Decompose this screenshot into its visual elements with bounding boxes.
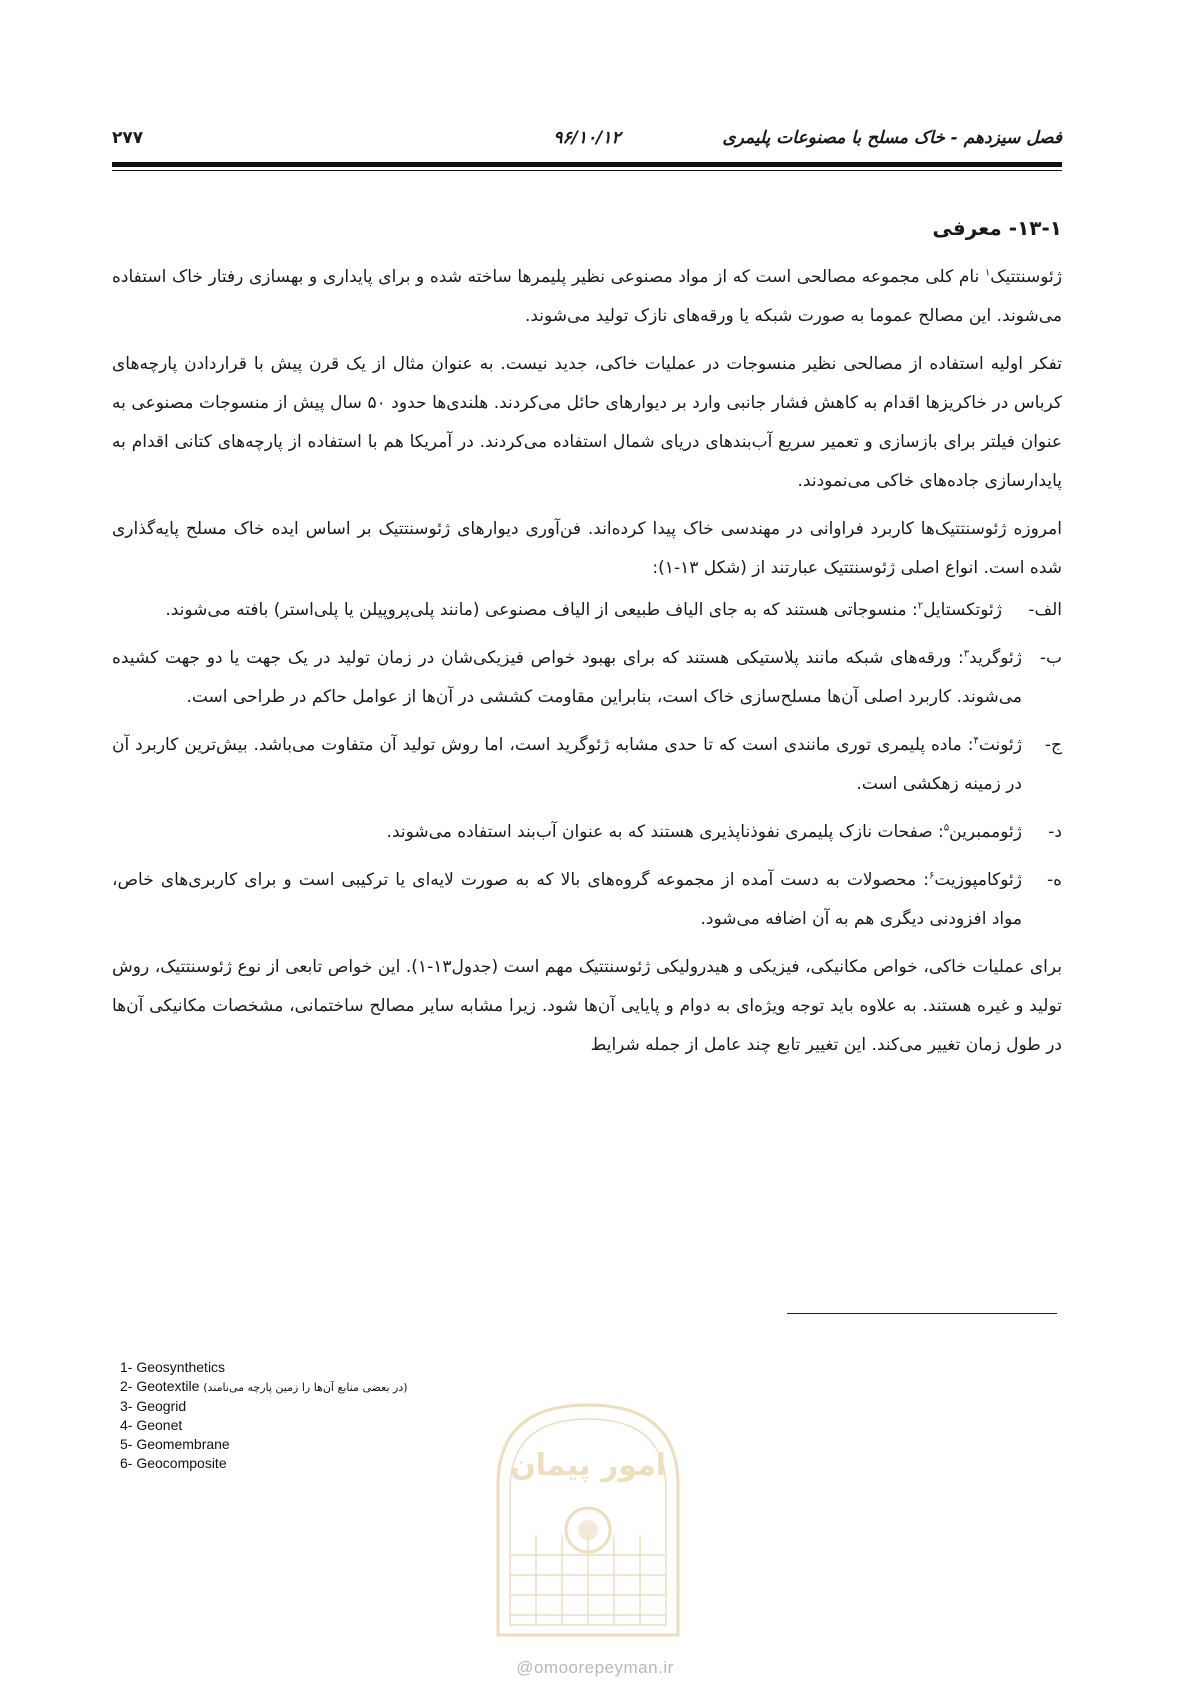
list-marker: د- — [1048, 822, 1062, 842]
paragraph-intro — [112, 258, 1062, 336]
footnote-separator — [787, 1313, 1057, 1314]
footnote-4: 4- Geonet — [120, 1417, 183, 1433]
geosynthetic-types-list — [112, 591, 1062, 939]
list-marker: ج- — [1044, 735, 1062, 755]
list-marker: الف- — [1028, 600, 1062, 620]
list-text: : ماده پلیمری توری مانندی است که تا حدی مشابه ژئوگرید است، اما روش تولید آن متفاوت می‌باشد. بیش‌ترین کاربرد آن در زمینه زهکشی است. — [112, 735, 1022, 794]
list-text: : ورقه‌های شبکه مانند پلاستیکی هستند که برای بهبود خواص فیزیکی‌شان در زمان تولید در یک جهت یا دو جهت کشیده می‌شوند. کاربرد اصلی آن‌ها مسلح‌سازی خاک است، بنابراین مقاومت کششی در آن‌ها از عوامل حاکم در طراحی است. — [112, 648, 1022, 707]
section-title: ۱۳-۱- معرفی — [932, 216, 1062, 240]
footnote-ref-3: ۳ — [963, 648, 970, 660]
footnote-ref-4: ۴ — [973, 735, 979, 747]
paragraph-history: تفکر اولیه استفاده از مصالحی نظیر منسوجات در عملیات خاکی، جدید نیست. به عنوان مثال از یک قرن پیش با قراردادن پارچه‌های کرباس در خاکریزها اقدام به کاهش فشار جانبی وارد بر دیوارهای حائل می‌کردند. هلندی‌ها حدود ۵۰ سال پیش از منسوجات مصنوعی به عنوان فیلتر برای بازسازی و تعمیر سریع آب‌بندهای دریای شمال استفاده می‌کردند. در آمریکا هم با استفاده از پارچه‌های کتانی اقدام به پایدارسازی جاده‌های خاکی می‌نمودند. — [112, 354, 1063, 491]
footnote-ref-6: ۶ — [928, 870, 935, 882]
watermark-site: @omoorepeyman.ir — [516, 1658, 674, 1677]
watermark-logo — [488, 1395, 688, 1645]
list-item — [112, 726, 1062, 804]
footnote-ref-1: ۱ — [984, 267, 991, 279]
list-term: ژئوگرید — [969, 648, 1022, 668]
list-term: ژئونت — [978, 735, 1022, 755]
header-date: ۹۶/۱۰/۱۲ — [553, 128, 621, 148]
page-header — [112, 128, 1062, 158]
footnote-5: 5- Geomembrane — [120, 1436, 230, 1452]
list-item — [112, 639, 1062, 717]
list-term: ژئوتکستایل — [923, 600, 1002, 620]
watermark-logo-text: امور پیمان — [510, 1448, 666, 1483]
chapter-title: فصل سیزدهم - خاک مسلح با مصنوعات پلیمری — [722, 128, 1062, 148]
paragraph-today: امروزه ژئوسنتتیک‌ها کاربرد فراوانی در مهندسی خاک پیدا کرده‌اند. فن‌آوری دیوارهای ژئوسنتتیک بر اساس ایده خاک مسلح پایه‌گذاری شده است. انواع اصلی ژئوسنتتیک عبارتند از (شکل ۱۳-۱): — [112, 519, 1062, 578]
list-item — [112, 861, 1062, 939]
list-item — [112, 813, 1062, 852]
main-content — [112, 216, 1062, 1065]
list-text: : منسوجاتی هستند که به جای الیاف طبیعی از الیاف مصنوعی (مانند پلی‌پروپیلن یا پلی‌استر) بافته می‌شوند. — [165, 600, 918, 620]
list-text: : محصولات به دست آمده از مجموعه گروه‌های بالا که به صورت لایه‌ای یا ترکیبی است و برای کاربری‌های خاص، مواد افزودنی دیگری هم به آن اضافه می‌شود. — [112, 870, 1022, 929]
list-item — [112, 591, 1062, 630]
footnote-2: 2- Geotextile (در بعضی منابع آن‌ها را زمین پارچه می‌نامند) — [120, 1378, 408, 1394]
list-term: ژئوممبرین — [949, 822, 1022, 842]
footnotes — [120, 1358, 408, 1473]
footnote-6: 6- Geocomposite — [120, 1455, 227, 1471]
list-term: ژئوکامپوزیت — [934, 870, 1022, 890]
header-rule-thick — [112, 162, 1062, 167]
list-marker: ب- — [1039, 648, 1062, 668]
footnote-2-note: (در بعضی منابع آن‌ها را زمین پارچه می‌نامند) — [203, 1381, 408, 1394]
footnote-1: 1- Geosynthetics — [120, 1359, 226, 1375]
footnote-ref-5: ۵ — [943, 822, 950, 834]
footnote-ref-2: ۲ — [917, 600, 924, 612]
footnote-3: 3- Geogrid — [120, 1398, 187, 1414]
paragraph-intro-text: نام کلی مجموعه مصالحی است که از مواد مصنوعی نظیر پلیمرها ساخته شده و برای پایداری و بهسازی رفتار خاک استفاده می‌شوند. این مصالح عموما به صورت شبکه یا ورقه‌های نازک تولید می‌شوند. — [112, 267, 1062, 326]
list-marker: ه- — [1046, 870, 1062, 890]
header-rule-thin — [112, 170, 1062, 171]
term-geosynthetics: ژئوسنتتیک — [990, 267, 1062, 287]
paragraph-properties: برای عملیات خاکی، خواص مکانیکی، فیزیکی و هیدرولیکی ژئوسنتتیک مهم است (جدول۱۳-۱). این خواص تابعی از نوع ژئوسنتتیک، روش تولید و غیره هستند. به علاوه باید توجه ویژه‌ای به دوام و پایایی آن‌ها شود. زیرا مشابه سایر مصالح ساختمانی، مشخصات مکانیکی آن‌ها در طول زمان تغییر می‌کند. این تغییر تابع چند عامل از جمله شرایط — [112, 957, 1062, 1055]
list-text: : صفحات نازک پلیمری نفوذناپذیری هستند که به عنوان آب‌بند استفاده می‌شوند. — [386, 822, 944, 842]
page-number: ۲۷۷ — [112, 128, 144, 148]
